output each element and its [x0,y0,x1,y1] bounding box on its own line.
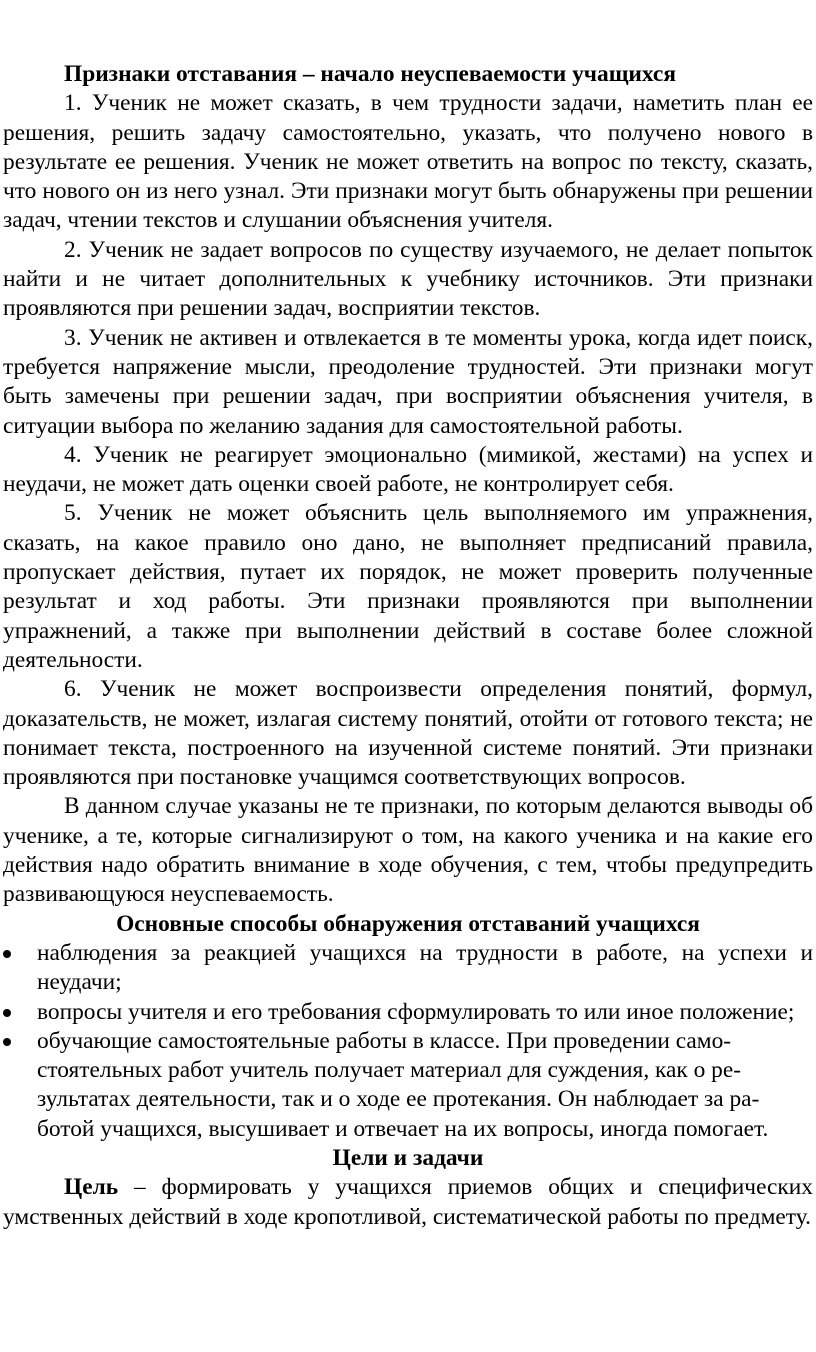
methods-heading: Основные способы обнаружения отставаний учащихся [116,910,700,937]
list-item [0,1027,816,1144]
paragraph-sign-3: 3. Ученик не активен и отвлекается в те моменты урока, когда идет поиск, требуется напряжение мысли, преодоление трудностей. Эти признаки могут быть замечены при решении задач, при восприятии объяснения учителя, в ситуации выбора по желанию задания для самостоятельной работы. [3,324,813,439]
paragraph-sign-5: 5. Ученик не может объяснить цель выполняемого им упражнения, сказать, на какое правило оно дано, не выполняет предписаний правила, пропускает действия, путает их порядок, не может проверить полученные результат и ход работы. Эти признаки проявляются при выполнении упражнений, а также при выполнении действий в составе более сложной деятельности. [3,500,813,673]
goal-text: – формировать у учащихся приемов общих и специфических умственных действий в ходе кропотливой, систематической работы по предмету. [3,1174,813,1230]
goal-label: Цель [64,1174,119,1201]
goal-paragraph [0,1173,816,1232]
list-item-text: вопросы учителя и его требования сформулировать то или иное положение; [37,998,795,1025]
methods-list [0,939,816,1144]
paragraph-sign-6: 6. Ученик не может воспроизвести определения понятий, формул, доказательств, не может, излагая систему понятий, отойти от готового текста; не понимает текста, построенного на изученной системе понятий. Эти признаки проявляются при постановке учащимся соответствующих вопросов. [3,676,813,791]
list-item [0,939,816,998]
bullet-icon [3,1009,11,1017]
goals-heading: Цели и задачи [332,1144,484,1171]
bullet-icon [3,950,11,958]
paragraph-note: В данном случае указаны не те признаки, по которым делаются выводы об ученике, а те, которые сигнализируют о том, на какого ученика и на какие его действия надо обратить внимание в ходе обучения, с тем, чтобы предупредить развивающуюся неуспеваемость. [3,793,813,908]
paragraph-sign-2: 2. Ученик не задает вопросов по существу изучаемого, не делает попыток найти и не читает дополнительных к учебнику источников. Эти признаки проявляются при решении задач, восприятии текстов. [3,236,813,322]
paragraph-sign-4: 4. Ученик не реагирует эмоционально (мимикой, жестами) на успех и неудачи, не может дать оценки своей работе, не контролирует себя. [3,441,813,498]
list-item-text: обучающие самостоятельные работы в классе. При проведении само-стоятельных работ учитель получает материал для суждения, как о ре-зультатах деятельности, так и о ходе ее протекания. Он наблюдает за ра-ботой учащихся, высушивает и отвечает на их вопросы, иногда помогает. [37,1027,769,1142]
list-item-text: наблюдения за реакцией учащихся на трудности в работе, на успехи и неудачи; [37,939,813,996]
document-page [0,60,816,1232]
bullet-icon [3,1038,11,1046]
document-heading: Признаки отставания – начало неуспеваемости учащихся [64,61,676,87]
paragraph-sign-1: 1. Ученик не может сказать, в чем трудности задачи, наметить план ее решения, решить задачу самостоятельно, указать, что получено нового в результате ее решения. Ученик не может ответить на вопрос по тексту, сказать, что нового он из него узнал. Эти признаки могут быть обнаружены при решении задач, чтении текстов и слушании объяснения учителя. [3,90,813,234]
list-item [0,998,816,1027]
